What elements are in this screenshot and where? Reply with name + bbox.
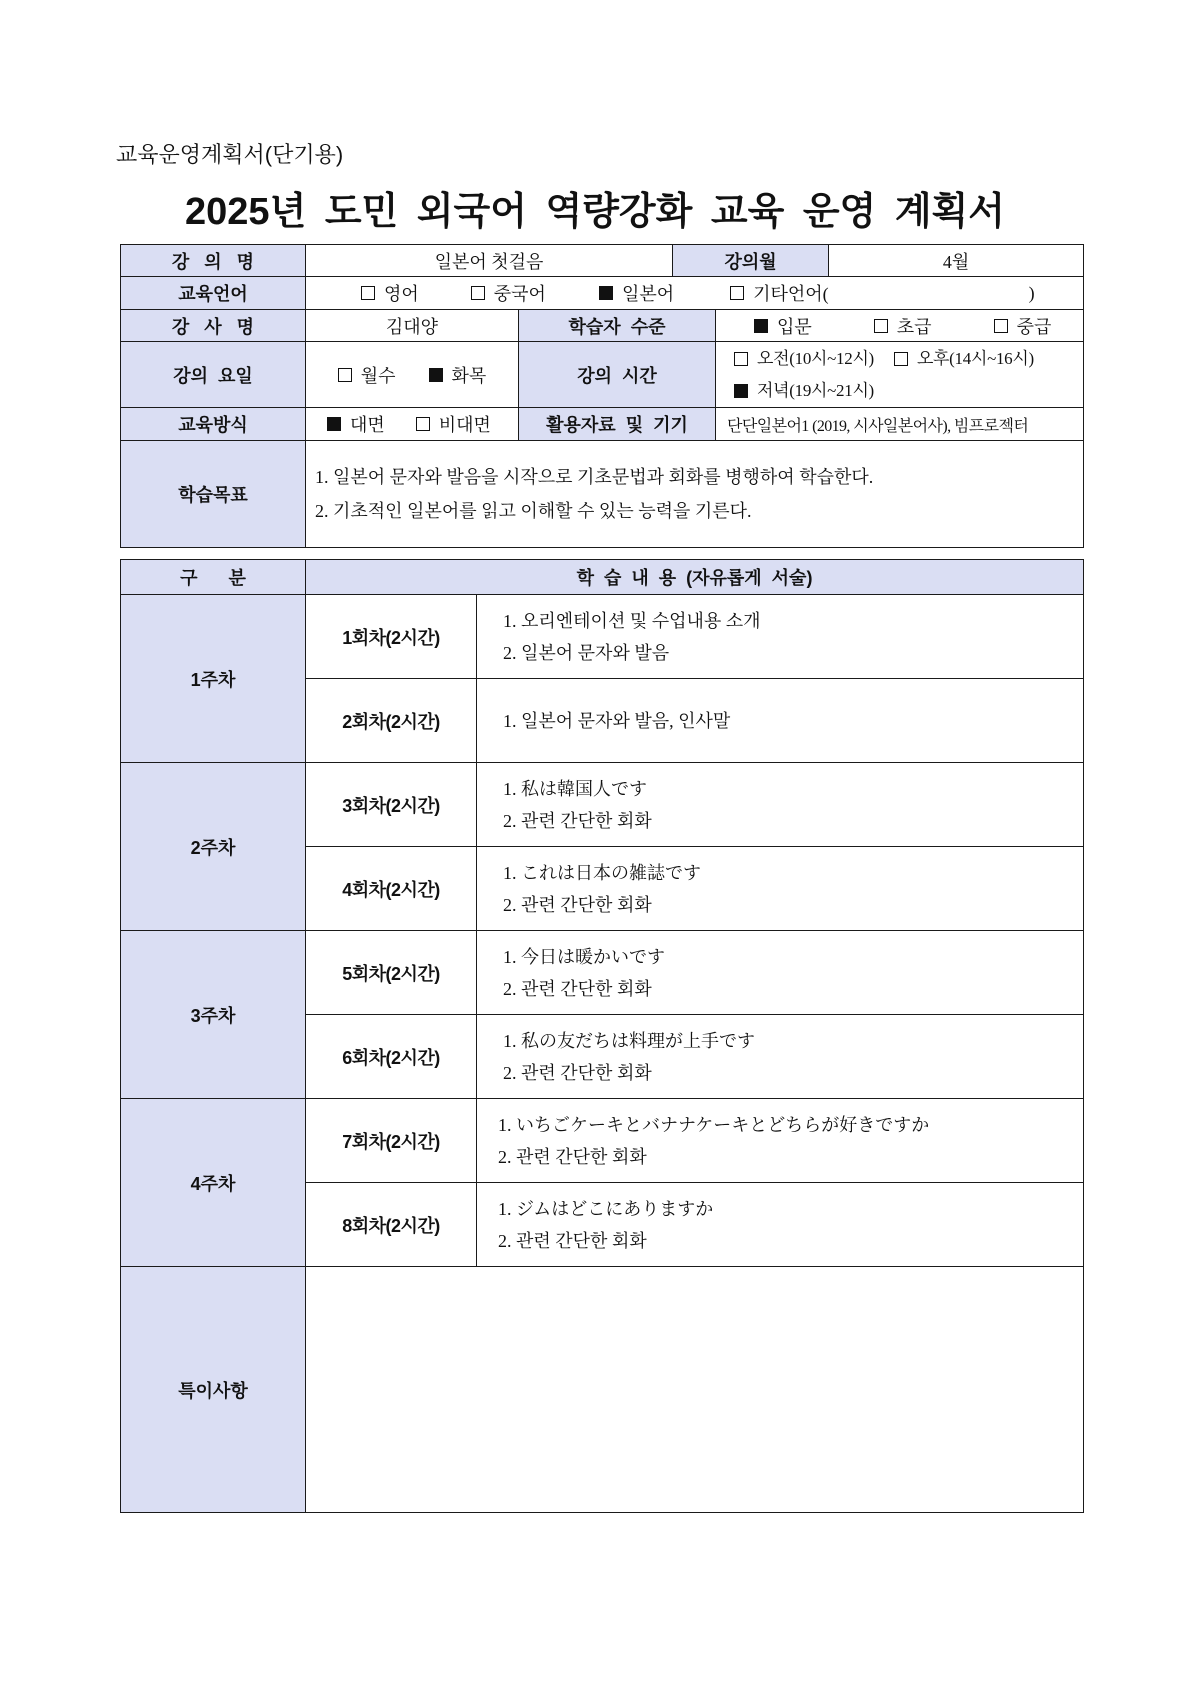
teaching-method-cell — [306, 408, 519, 441]
time-option-afternoon — [894, 343, 1034, 375]
session-label: 8회차(2시간) — [306, 1183, 477, 1267]
day-option-mon-wed — [338, 362, 396, 388]
session-content — [477, 931, 1084, 1015]
content-item: 2. 관련 간단한 회화 — [503, 894, 652, 915]
checkbox-tue-thu — [429, 368, 443, 382]
content-item: 1. いちごケーキとバナナケーキとどちらが好きですか — [498, 1114, 930, 1135]
schedule-content-header: 학 습 내 용 (자유롭게 서술) — [306, 560, 1084, 595]
option-label: 일본어 — [621, 284, 675, 304]
option-label: 저녁(19시~21시) — [757, 380, 874, 400]
checkbox-english — [361, 286, 375, 300]
form-type-label: 교육운영계획서(단기용) — [116, 142, 344, 167]
content-item: 2. 관련 간단한 회화 — [503, 1062, 652, 1083]
checkbox-other — [730, 286, 744, 300]
session-content — [477, 763, 1084, 847]
course-info-table — [120, 244, 1084, 548]
content-item: 2. 관련 간단한 회화 — [498, 1230, 647, 1251]
time-option-evening — [734, 375, 874, 407]
method-option-in-person — [327, 411, 385, 437]
session-label: 5회차(2시간) — [306, 931, 477, 1015]
session-content — [477, 1099, 1084, 1183]
goal-item: 1. 일본어 문자와 발음을 시작으로 기초문법과 회화를 병행하여 학습한다. — [315, 467, 874, 487]
course-month-value: 4월 — [829, 245, 1084, 277]
level-option-elementary — [874, 313, 932, 339]
option-label: 중급 — [1016, 316, 1052, 337]
class-day-cell — [306, 342, 519, 408]
session-label: 1회차(2시간) — [306, 595, 477, 679]
session-label: 3회차(2시간) — [306, 763, 477, 847]
learning-goals-cell — [306, 441, 1084, 548]
session-content — [477, 1015, 1084, 1099]
content-item: 1. これは日本の雑誌です — [503, 862, 701, 883]
checkbox-intermediate — [994, 319, 1008, 333]
option-label: 오전(10시~12시) — [757, 348, 874, 368]
session-content — [477, 679, 1084, 763]
content-item: 1. ジムはどこにありますか — [498, 1198, 714, 1219]
course-name-label: 강 의 명 — [121, 245, 306, 277]
checkbox-online — [416, 417, 430, 431]
level-option-intermediate — [994, 313, 1052, 339]
session-label: 7회차(2시간) — [306, 1099, 477, 1183]
checkbox-morning — [734, 352, 748, 366]
content-item: 1. 私は韓国人です — [503, 778, 647, 799]
language-option-japanese — [599, 280, 674, 306]
week-label: 2주차 — [121, 763, 306, 931]
learner-level-cell — [716, 310, 1084, 342]
materials-label: 활용자료 및 기기 — [519, 408, 716, 441]
checkbox-elementary — [874, 319, 888, 333]
content-item: 1. 오리엔테이션 및 수업내용 소개 — [503, 610, 761, 631]
session-label: 4회차(2시간) — [306, 847, 477, 931]
time-option-morning — [734, 343, 874, 375]
checkbox-afternoon — [894, 352, 908, 366]
checkbox-beginner — [754, 319, 768, 333]
checkbox-evening — [734, 384, 748, 398]
checkbox-japanese — [599, 286, 613, 300]
instructor-label: 강 사 명 — [121, 310, 306, 342]
session-content — [477, 847, 1084, 931]
notes-label: 특이사항 — [121, 1267, 306, 1513]
option-label: 오후(14시~16시) — [916, 348, 1034, 368]
content-item: 1. 今日は暖かいです — [503, 946, 665, 967]
content-item: 2. 관련 간단한 회화 — [498, 1146, 647, 1167]
option-label: 비대면 — [438, 415, 491, 435]
materials-value: 단단일본어1 (2019, 시사일본어사), 빔프로젝터 — [716, 408, 1084, 441]
other-language-blank — [829, 286, 1029, 300]
week-label: 3주차 — [121, 931, 306, 1099]
option-label: 초급 — [896, 316, 932, 337]
level-option-beginner — [754, 313, 812, 339]
content-item: 2. 관련 간단한 회화 — [503, 810, 652, 831]
learning-goals-label: 학습목표 — [121, 441, 306, 548]
option-label: 대면 — [350, 415, 385, 435]
option-label: 중국어 — [493, 284, 546, 304]
content-item: 2. 관련 간단한 회화 — [503, 978, 652, 999]
week-label: 1주차 — [121, 595, 306, 763]
schedule-category-header: 구 분 — [121, 560, 306, 595]
language-option-other — [730, 280, 1035, 306]
class-day-label: 강의 요일 — [121, 342, 306, 408]
option-suffix: ) — [1028, 282, 1035, 303]
option-label: 영어 — [384, 284, 419, 304]
content-item: 1. 私の友だちは料理が上手です — [503, 1030, 755, 1051]
language-label: 교육언어 — [121, 277, 306, 310]
instructor-value: 김대양 — [306, 310, 519, 342]
session-label: 6회차(2시간) — [306, 1015, 477, 1099]
teaching-method-label: 교육방식 — [121, 408, 306, 441]
day-option-tue-thu — [429, 362, 487, 388]
session-content — [477, 595, 1084, 679]
week-label: 4주차 — [121, 1099, 306, 1267]
checkbox-mon-wed — [338, 368, 352, 382]
notes-value-cell — [306, 1267, 1084, 1513]
option-label: 기타언어( — [753, 284, 829, 304]
option-label: 월수 — [360, 365, 396, 386]
document-title: 2025년 도민 외국어 역량강화 교육 운영 계획서 — [185, 191, 1005, 233]
language-options-cell — [306, 277, 1084, 310]
checkbox-in-person — [327, 417, 341, 431]
option-label: 입문 — [777, 316, 812, 337]
session-label: 2회차(2시간) — [306, 679, 477, 763]
schedule-table — [120, 559, 1084, 1513]
session-content — [477, 1183, 1084, 1267]
learner-level-label: 학습자 수준 — [519, 310, 716, 342]
content-item: 2. 일본어 문자와 발음 — [503, 642, 670, 663]
class-time-label: 강의 시간 — [519, 342, 716, 408]
checkbox-chinese — [471, 286, 485, 300]
course-month-label: 강의월 — [673, 245, 829, 277]
method-option-online — [416, 411, 491, 437]
goal-item: 2. 기초적인 일본어를 읽고 이해할 수 있는 능력을 기른다. — [315, 501, 752, 521]
class-time-cell — [716, 342, 1084, 408]
content-item: 1. 일본어 문자와 발음, 인사말 — [503, 710, 731, 731]
option-label: 화목 — [451, 365, 487, 386]
course-name-value: 일본어 첫걸음 — [306, 245, 673, 277]
language-option-chinese — [471, 280, 546, 306]
language-option-english — [361, 280, 419, 306]
